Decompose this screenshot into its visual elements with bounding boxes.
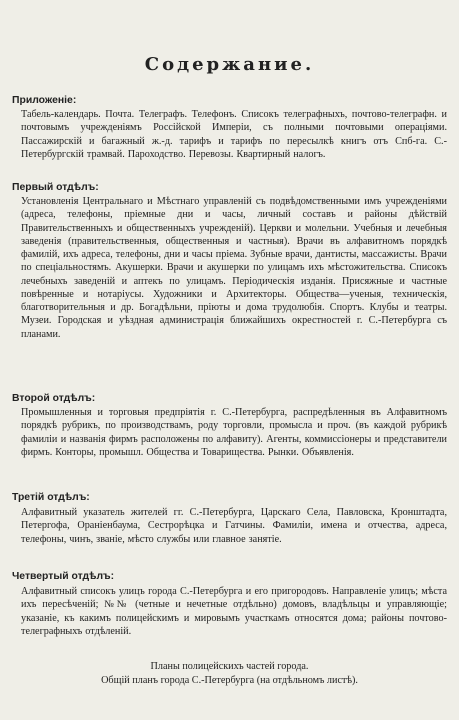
- section-text: Табель-календарь. Почта. Телеграфъ. Телефонъ. Списокъ телеграфныхъ, почтово-телеграфн. и почтовымъ учрежденіямъ Россійской Имперіи, съ полными почтовыми операціями. Пассажирскій и багажный ж.-д. тарифъ и тарифъ по пересылкѣ книгъ отъ Спб-га. С.-Петербургскій трамвай. Пароходство. Перевозы. Квартирный налогъ.: [21, 109, 447, 160]
- footer-line: Планы полицейскихъ частей города.: [150, 661, 309, 672]
- section-text: Установленія Центральнаго и Мѣстнаго управленій съ подвѣдомственными имъ учрежденіями (адреса, телефоны, пріемные дни и часы, личный составъ и районы дѣйствій Правительственныхъ и общественныхъ учрежденій). Церкви и молельни. Учебныя и лечебныя заведенія (правительственныя, общественныя и частныя). Врачи въ алфавитномъ порядкѣ фамилій, ихъ адреса, телефоны, дни и часы пріема. Зубные врачи, дантисты, массажисты. Врачи по спеціальностямъ. Акушерки. Врачи и акушерки по улицамъ ихъ мѣстожительства. Списокъ лечебныхъ заведеній и аптекъ по улицамъ. Періодическія изданія. Присяжные и частные повѣренные и нотаріусы. Художники и Архитекторы. Общества—ученыя, техническія, благотворительныя и др. Богадѣльни, пріюты и дома трудолюбія. Спортъ. Клубы и театры. Музеи. Городская и уѣздная администрація ближайшихъ окрестностей г. С.-Петербурга съ планами.: [21, 196, 447, 340]
- section-text: Алфавитный списокъ улицъ города С.-Петербурга и его пригородовъ. Направленіе улицъ; мѣста ихъ пересѣченій; №№ (четные и нечетные отдѣльно) домовъ, владѣльцы и управляющіе; указаніе, къ какимъ полицейскимъ и мировымъ участкамъ относятся дома; районы почтово-телеграфныхъ отдѣленій.: [21, 586, 447, 637]
- section-text: Алфавитный указатель жителей гг. С.-Петербурга, Царскаго Села, Павловска, Кронштадта, Петергофа, Ораніенбаума, Сестрорѣцка и Гатчины. Фамиліи, имена и отчества, адреса, телефоны, чинъ, званіе, мѣсто службы или главное занятіе.: [21, 507, 447, 545]
- section-heading: Приложеніе:: [12, 95, 77, 106]
- section-heading: Четвертый отдѣлъ:: [12, 571, 115, 582]
- section-heading: Второй отдѣлъ:: [12, 393, 96, 404]
- section-text: Промышленныя и торговыя предпріятія г. С.-Петербурга, распредѣленныя въ Алфавитномъ порядкѣ рубрикъ, по производствамъ, роду торговли, промысла и проч. (въ каждой рубрикѣ фамиліи и названія фирмъ расположены по алфавиту). Агенты, коммиссіонеры и представители фирмъ. Конторы, промышл. Общества и Товарищества. Рынки. Объявленія.: [21, 407, 447, 458]
- page-title: Содержание.: [144, 54, 315, 75]
- section-heading: Первый отдѣлъ:: [12, 182, 99, 193]
- footer-line: Общій планъ города С.-Петербурга (на отдѣльномъ листѣ).: [101, 675, 358, 686]
- section-heading: Третій отдѣлъ:: [12, 492, 90, 503]
